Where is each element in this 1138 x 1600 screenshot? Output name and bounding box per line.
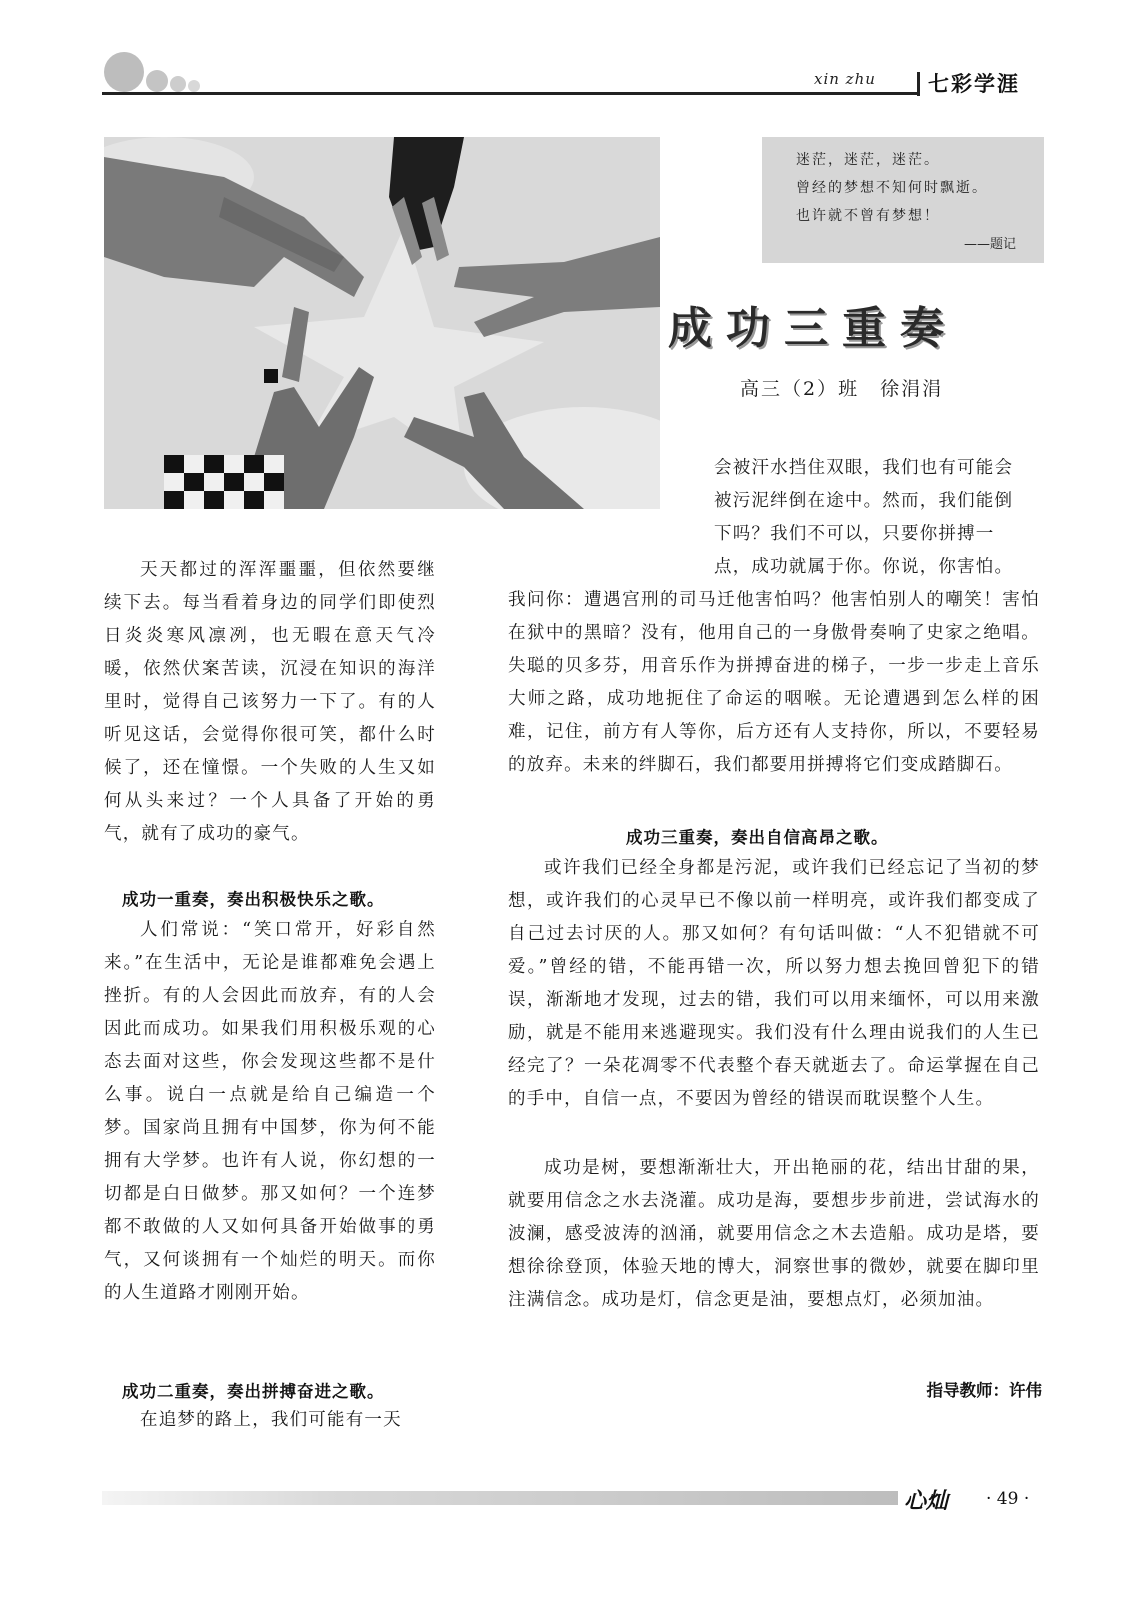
left-paragraph: 人们常说：“笑口常开，好彩自然来。”在生活中，无论是谁都难免会遇上挫折。有的人会因此而放弃，有的人会因此而成功。如果我们用积极乐观的心态去面对这些，你会发现这些都不是什么事。说白一点就是给自己编造一个梦。国家尚且拥有中国梦，你为何不能拥有大学梦。也许有人说，你幻想的一切都是白日做梦。那又如何？一个连梦都不敢做的人又如何具备开始做事的勇气，又何谈拥有一个灿烂的明天。而你的人生道路才刚刚开始。 xyxy=(104,920,436,1303)
hands-star-illustration xyxy=(104,137,660,509)
right-top-line: 点，成功就属于你。你说，你害怕。 xyxy=(714,557,1014,577)
section-heading-2: 成功二重奏，奏出拼搏奋进之歌。 xyxy=(122,1382,385,1401)
epigraph-line: 也许就不曾有梦想！ xyxy=(796,208,940,224)
right-paragraph: 或许我们已经全身都是污泥，或许我们已经忘记了当初的梦想，或许我们的心灵早已不像以前一样明亮，或许我们都变成了自己过去讨厌的人。那又如何？有句话叫做：“人不犯错就不可爱。”曾经的错，不能再错一次，所以努力想去挽回曾犯下的错误，渐渐地才发现，过去的错，我们可以用来缅怀，可以用来激励，就是不能用来逃避现实。我们没有什么理由说我们的人生已经完了？一朵花凋零不代表整个春天就逝去了。命运掌握在自己的手中，自信一点，不要因为曾经的错误而耽误整个人生。 xyxy=(508,858,1040,1109)
magazine-name: 心灿 xyxy=(904,1488,949,1514)
epigraph-line: 曾经的梦想不知何时飘逝。 xyxy=(796,180,988,196)
page-number: · 49 · xyxy=(986,1489,1030,1509)
header-dot-large-icon xyxy=(104,52,144,92)
right-top-line: 下吗？我们不可以，只要你拼搏一 xyxy=(714,524,995,544)
section-heading-3: 成功三重奏，奏出自信高昂之歌。 xyxy=(626,828,889,847)
section-heading-1: 成功一重奏，奏出积极快乐之歌。 xyxy=(122,890,385,909)
left-paragraph: 天天都过的浑浑噩噩，但依然要继续下去。每当看着身边的同学们即使烈日炎炎寒风凛冽，也无暇在意天气冷暖，依然伏案苦读，沉浸在知识的海洋里时，觉得自己该努力一下了。有的人听见这话，会觉得你很可笑，都什么时候了，还在憧憬。一个失败的人生又如何从头来过？一个人具备了开始的勇气，就有了成功的豪气。 xyxy=(104,560,436,844)
right-paragraph: 成功是树，要想渐渐壮大，开出艳丽的花，结出甘甜的果，就要用信念之水去浇灌。成功是海，要想步步前进，尝试海水的波澜，感受波涛的汹涌，就要用信念之木去造船。成功是塔，要想徐徐登顶，体验天地的博大，洞察世事的微妙，就要在脚印里注满信念。成功是灯，信念更是油，要想点灯，必须加油。 xyxy=(508,1158,1040,1310)
epigraph-signature: ——题记 xyxy=(963,237,1016,252)
epigraph-line: 迷茫，迷茫，迷茫。 xyxy=(796,152,940,168)
right-top-line: 会被汗水挡住双眼，我们也有可能会 xyxy=(714,458,1014,478)
column-title: 七彩学涯 xyxy=(928,72,1020,96)
advisor-credit: 指导教师：许伟 xyxy=(926,1381,1042,1400)
header-dot-icon xyxy=(146,70,168,92)
header-rule xyxy=(102,92,918,95)
footer-bar xyxy=(102,1491,898,1505)
header-pinyin: xin zhu xyxy=(814,70,876,88)
hands-star-photo xyxy=(104,137,660,509)
epigraph-box xyxy=(762,137,1044,263)
article-title: 成功三重奏 xyxy=(668,303,958,354)
right-paragraph: 我问你：遭遇宫刑的司马迁他害怕吗？他害怕别人的嘲笑！害怕在狱中的黑暗？没有，他用自己的一身傲骨奏响了史家之绝唱。失聪的贝多芬，用音乐作为拼搏奋进的梯子，一步一步走上音乐大师之路，成功地扼住了命运的咽喉。无论遭遇到怎么样的困难，记住，前方有人等你，后方还有人支持你，所以，不要轻易的放弃。未来的绊脚石，我们都要用拼搏将它们变成踏脚石。 xyxy=(508,590,1040,775)
checkered-wristband xyxy=(164,455,284,509)
left-paragraph: 在追梦的路上，我们可能有一天 xyxy=(140,1410,402,1430)
header-dot-icon xyxy=(170,76,186,92)
article-byline: 高三（2）班 徐涓涓 xyxy=(740,378,944,400)
header-dot-icon xyxy=(188,80,200,92)
header-divider xyxy=(917,72,920,96)
right-top-line: 被污泥绊倒在途中。然而，我们能倒 xyxy=(714,491,1014,511)
